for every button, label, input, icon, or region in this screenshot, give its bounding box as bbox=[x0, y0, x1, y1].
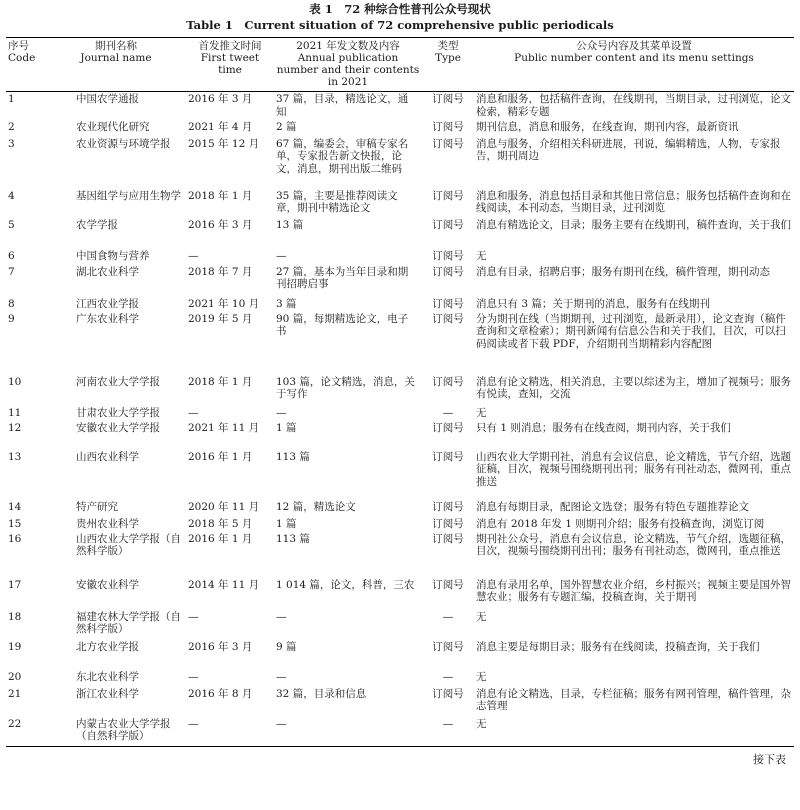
cell-first-tweet: 2021 年 4 月 bbox=[188, 120, 253, 133]
cell-type: 订阅号 bbox=[432, 500, 464, 513]
cell-journal-name: 河南农业大学学报 bbox=[76, 375, 160, 388]
table-row bbox=[6, 500, 794, 517]
cell-annual-publication: 1 篇 bbox=[276, 517, 297, 530]
cell-content-menu: 期刊社公众号，消息有会议信息，论文精选，节气介绍，选题征稿，目次，视频号围绕期刊出刊；服务有刊社动态，微网刊，重点推送 bbox=[476, 532, 791, 557]
table-row bbox=[6, 297, 794, 312]
cell-annual-publication: 13 篇 bbox=[276, 218, 304, 231]
cell-annual-publication: 67 篇，编委会，审稿专家名单，专家报告新文快报，论文，消息，期刊出版二维码 bbox=[276, 137, 409, 175]
cell-journal-name: 山西农业大学学报（自然科学版） bbox=[76, 532, 181, 557]
cell-first-tweet: 2016 年 1 月 bbox=[188, 532, 253, 545]
table-row bbox=[6, 421, 794, 450]
cell-annual-publication: — bbox=[276, 610, 287, 623]
cell-content-menu: 无 bbox=[474, 717, 794, 747]
table-body bbox=[6, 92, 794, 747]
cell-journal-name: 安徽农业科学 bbox=[76, 578, 139, 591]
cell-code: 2 bbox=[8, 120, 15, 133]
cell-content-menu: 消息有每期目录，配图论文选登；服务有特色专题推荐论文 bbox=[476, 500, 749, 513]
cell-journal-name: 山西农业科学 bbox=[76, 450, 139, 463]
cell-journal-name: 东北农业科学 bbox=[76, 670, 139, 683]
cell-type: 订阅号 bbox=[432, 421, 464, 434]
continued-note: 接下表 bbox=[753, 753, 786, 766]
cell-first-tweet: 2019 年 5 月 bbox=[188, 312, 253, 325]
cell-type: 订阅号 bbox=[432, 450, 464, 463]
cell-journal-name: 江西农业学报 bbox=[76, 297, 139, 310]
header-first-tweet-en: First tweet time bbox=[200, 52, 260, 76]
cell-type: — bbox=[422, 717, 474, 747]
cell-type: 订阅号 bbox=[432, 312, 464, 325]
cell-code: 7 bbox=[8, 265, 15, 278]
cell-first-tweet: — bbox=[188, 249, 199, 262]
cell-type: 订阅号 bbox=[432, 93, 464, 105]
cell-first-tweet: 2016 年 8 月 bbox=[188, 687, 253, 700]
header-type bbox=[422, 38, 474, 92]
table-row bbox=[6, 189, 794, 218]
header-annual-publication-cn: 2021 年发文数及内容 bbox=[296, 40, 400, 52]
cell-annual-publication: 27 篇，基本为当年目录和期刊招聘启事 bbox=[276, 265, 409, 290]
cell-first-tweet: 2018 年 1 月 bbox=[188, 375, 253, 388]
cell-code: 18 bbox=[8, 610, 22, 623]
header-type-cn: 类型 bbox=[437, 40, 459, 52]
cell-content-menu: 无 bbox=[476, 406, 487, 419]
cell-code: 8 bbox=[8, 297, 15, 310]
header-code-en: Code bbox=[8, 52, 36, 64]
table-row bbox=[6, 265, 794, 297]
cell-journal-name: 内蒙古农业大学学报（自然科学版） bbox=[46, 717, 186, 747]
table-caption-cn: 表 1 72 种综合性普刊公众号现状 bbox=[309, 2, 491, 16]
cell-code: 12 bbox=[8, 421, 22, 434]
cell-journal-name: 北方农业学报 bbox=[76, 640, 139, 653]
cell-code: 19 bbox=[8, 640, 22, 653]
header-content-menu bbox=[474, 38, 794, 92]
cell-journal-name: 福建农林大学学报（自然科学版） bbox=[76, 610, 181, 635]
cell-annual-publication: — bbox=[276, 406, 287, 419]
cell-journal-name: 贵州农业科学 bbox=[76, 517, 139, 530]
cell-journal-name: 农业现代化研究 bbox=[76, 120, 150, 133]
cell-code: 6 bbox=[8, 249, 15, 262]
header-journal-name bbox=[46, 38, 186, 92]
cell-type: 订阅号 bbox=[432, 687, 464, 700]
cell-content-menu: 消息有录用名单，国外智慧农业介绍，乡村振兴；视频主要是国外智慧农业；服务有专题汇编，投稿查询，关于期刊 bbox=[476, 578, 791, 603]
table-row bbox=[6, 249, 794, 265]
cell-journal-name: 安徽农业大学学报 bbox=[76, 421, 160, 434]
cell-type: 订阅号 bbox=[432, 517, 464, 530]
cell-annual-publication: — bbox=[276, 670, 287, 683]
header-journal-name-cn: 期刊名称 bbox=[95, 40, 137, 52]
header-journal-name-en: Journal name bbox=[80, 52, 152, 64]
table-row bbox=[6, 610, 794, 640]
cell-type: 订阅号 bbox=[432, 137, 464, 150]
cell-first-tweet: 2020 年 11 月 bbox=[188, 500, 260, 513]
cell-type: — bbox=[442, 406, 454, 419]
header-first-tweet-cn: 首发推文时间 bbox=[198, 40, 262, 52]
cell-code: 14 bbox=[8, 500, 22, 513]
header-annual-publication-en: Annual publication number and their contents in 2021 bbox=[276, 52, 420, 88]
cell-annual-publication: 9 篇 bbox=[276, 640, 297, 653]
cell-code: 3 bbox=[8, 137, 15, 150]
cell-code: 10 bbox=[8, 375, 22, 388]
cell-content-menu: 无 bbox=[476, 670, 487, 683]
cell-content-menu: 消息主要是每期目录；服务有在线阅读，投稿查询，关于我们 bbox=[476, 640, 760, 653]
cell-content-menu: 消息只有 3 篇；关于期刊的消息，服务有在线期刊 bbox=[476, 297, 710, 310]
cell-annual-publication: 1 014 篇，论文，科普，三农 bbox=[276, 578, 415, 591]
cell-type: 订阅号 bbox=[432, 375, 464, 388]
cell-type: — bbox=[442, 610, 454, 623]
table-row bbox=[6, 532, 794, 578]
cell-code: 22 bbox=[6, 717, 46, 747]
table-row bbox=[6, 578, 794, 610]
cell-first-tweet: 2015 年 12 月 bbox=[188, 137, 260, 150]
cell-content-menu: 消息和服务，消息包括目录和其他日常信息；服务包括稿件查询和在线阅读，本刊动态，当期目录，过刊浏览 bbox=[476, 189, 791, 214]
cell-code: 15 bbox=[8, 517, 22, 530]
cell-type: 订阅号 bbox=[432, 532, 464, 545]
table-row bbox=[6, 687, 794, 717]
table-row bbox=[6, 517, 794, 532]
cell-type: 订阅号 bbox=[432, 120, 464, 133]
cell-annual-publication: 2 篇 bbox=[276, 120, 297, 133]
cell-first-tweet: 2021 年 10 月 bbox=[188, 297, 260, 310]
cell-code: 5 bbox=[8, 218, 15, 231]
cell-journal-name: 中国食物与营养 bbox=[76, 249, 150, 262]
cell-code: 4 bbox=[8, 189, 15, 202]
cell-code: 17 bbox=[8, 578, 22, 591]
cell-first-tweet: — bbox=[188, 610, 199, 623]
cell-type: 订阅号 bbox=[432, 249, 464, 262]
header-code-cn: 序号 bbox=[8, 40, 29, 52]
cell-content-menu: 分为期刊在线（当期期刊，过刊浏览，最新录用），论文查询（稿件查询和文章检索）；期刊新闻有信息公告和关于我们，目次，可以扫码阅读或者下载 PDF，介绍期刊当期精彩内容配图 bbox=[476, 312, 786, 350]
header-content-menu-cn: 公众号内容及其菜单设置 bbox=[576, 40, 692, 52]
cell-content-menu: 山西农业大学期刊社，消息有会议信息，论文精选，节气介绍，选题征稿，目次，视频号围绕期刊出刊；服务有刊社动态，微网刊，重点推送 bbox=[476, 450, 791, 488]
table-row bbox=[6, 406, 794, 421]
cell-annual-publication: — bbox=[274, 717, 422, 747]
cell-type: 订阅号 bbox=[432, 578, 464, 591]
cell-annual-publication: 103 篇，论文精选，消息，关于写作 bbox=[276, 375, 415, 400]
cell-first-tweet: 2016 年 3 月 bbox=[188, 640, 253, 653]
cell-annual-publication: 37 篇，目录，精选论文，通知 bbox=[276, 93, 409, 118]
cell-code: 13 bbox=[8, 450, 22, 463]
cell-content-menu: 消息有论文精选，目录，专栏征稿；服务有网刊管理，稿件管理，杂志管理 bbox=[476, 687, 791, 712]
cell-type: — bbox=[442, 670, 454, 683]
cell-first-tweet: 2018 年 1 月 bbox=[188, 189, 253, 202]
cell-journal-name: 广东农业科学 bbox=[76, 312, 139, 325]
cell-code: 21 bbox=[8, 687, 22, 700]
cell-first-tweet: 2016 年 3 月 bbox=[188, 93, 253, 105]
cell-first-tweet: — bbox=[188, 406, 199, 419]
table-row bbox=[6, 375, 794, 406]
table-row bbox=[6, 312, 794, 375]
cell-journal-name: 湖北农业科学 bbox=[76, 265, 139, 278]
cell-annual-publication: 113 篇 bbox=[276, 532, 310, 545]
table-row bbox=[6, 92, 794, 120]
cell-first-tweet: 2018 年 7 月 bbox=[188, 265, 253, 278]
cell-first-tweet: 2021 年 11 月 bbox=[188, 421, 260, 434]
cell-content-menu: 消息有论文精选，相关消息，主要以综述为主，增加了视频号；服务有悦读，查知，交流 bbox=[476, 375, 791, 400]
cell-content-menu: 消息和服务，包括稿件查询，在线期刊，当期目录，过刊浏览，论文检索，精彩专题 bbox=[476, 93, 791, 118]
table-row bbox=[6, 640, 794, 670]
cell-code: 16 bbox=[8, 532, 22, 545]
table-caption-en: Table 1 Current situation of 72 comprehensive public periodicals bbox=[186, 18, 614, 32]
cell-first-tweet: 2014 年 11 月 bbox=[188, 578, 260, 591]
cell-annual-publication: 32 篇，目录和信息 bbox=[276, 687, 367, 700]
header-annual-publication bbox=[274, 38, 422, 92]
table-header-row bbox=[6, 38, 794, 92]
cell-type: 订阅号 bbox=[432, 640, 464, 653]
table-row bbox=[6, 717, 794, 747]
cell-journal-name: 甘肃农业大学学报 bbox=[76, 406, 160, 419]
cell-annual-publication: 12 篇，精选论文 bbox=[276, 500, 356, 513]
cell-journal-name: 特产研究 bbox=[76, 500, 118, 513]
cell-first-tweet: — bbox=[188, 670, 199, 683]
cell-content-menu: 消息有目录，招聘启事；服务有期刊在线，稿件管理，期刊动态 bbox=[476, 265, 770, 278]
cell-content-menu: 无 bbox=[476, 249, 487, 262]
cell-code: 20 bbox=[8, 670, 22, 683]
cell-code: 9 bbox=[8, 312, 15, 325]
cell-type: 订阅号 bbox=[432, 218, 464, 231]
cell-journal-name: 浙江农业科学 bbox=[76, 687, 139, 700]
header-first-tweet bbox=[186, 38, 274, 92]
cell-annual-publication: — bbox=[276, 249, 287, 262]
cell-content-menu: 消息有精选论文，目录；服务主要有在线期刊，稿件查询，关于我们 bbox=[476, 218, 791, 231]
cell-type: 订阅号 bbox=[432, 297, 464, 310]
cell-annual-publication: 1 篇 bbox=[276, 421, 297, 434]
cell-content-menu: 只有 1 则消息；服务有在线查阅，期刊内容，关于我们 bbox=[476, 421, 731, 434]
cell-content-menu: 期刊信息，消息和服务，在线查询，期刊内容，最新资讯 bbox=[476, 120, 739, 133]
cell-annual-publication: 90 篇，每期精选论文，电子书 bbox=[276, 312, 409, 337]
cell-journal-name: 中国农学通报 bbox=[76, 93, 139, 105]
table-row bbox=[6, 120, 794, 137]
cell-content-menu: 无 bbox=[476, 610, 487, 623]
table-row bbox=[6, 670, 794, 687]
header-type-en: Type bbox=[435, 52, 461, 64]
table-row bbox=[6, 218, 794, 249]
cell-journal-name: 基因组学与应用生物学 bbox=[76, 189, 181, 202]
cell-first-tweet: — bbox=[186, 717, 274, 747]
cell-first-tweet: 2016 年 1 月 bbox=[188, 450, 253, 463]
cell-annual-publication: 113 篇 bbox=[276, 450, 310, 463]
header-content-menu-en: Public number content and its menu settings bbox=[514, 52, 754, 64]
header-code bbox=[6, 38, 46, 92]
cell-journal-name: 农业资源与环境学报 bbox=[76, 137, 171, 150]
cell-first-tweet: 2018 年 5 月 bbox=[188, 517, 253, 530]
cell-content-menu: 消息有 2018 年发 1 则期刊介绍；服务有投稿查询，浏览订阅 bbox=[476, 517, 765, 530]
cell-journal-name: 农学学报 bbox=[76, 218, 118, 231]
cell-annual-publication: 3 篇 bbox=[276, 297, 297, 310]
cell-annual-publication: 35 篇，主要是推荐阅读文章，期刊中精选论文 bbox=[276, 189, 398, 214]
cell-type: 订阅号 bbox=[432, 265, 464, 278]
cell-content-menu: 消息与服务，介绍相关科研进展，刊说，编辑精选，人物，专家报告，期刊周边 bbox=[476, 137, 781, 162]
cell-type: 订阅号 bbox=[432, 189, 464, 202]
cell-code: 11 bbox=[8, 406, 22, 419]
table-row bbox=[6, 137, 794, 189]
cell-code: 1 bbox=[8, 93, 15, 105]
table-row bbox=[6, 450, 794, 500]
periodicals-table bbox=[6, 37, 794, 747]
cell-first-tweet: 2016 年 3 月 bbox=[188, 218, 253, 231]
